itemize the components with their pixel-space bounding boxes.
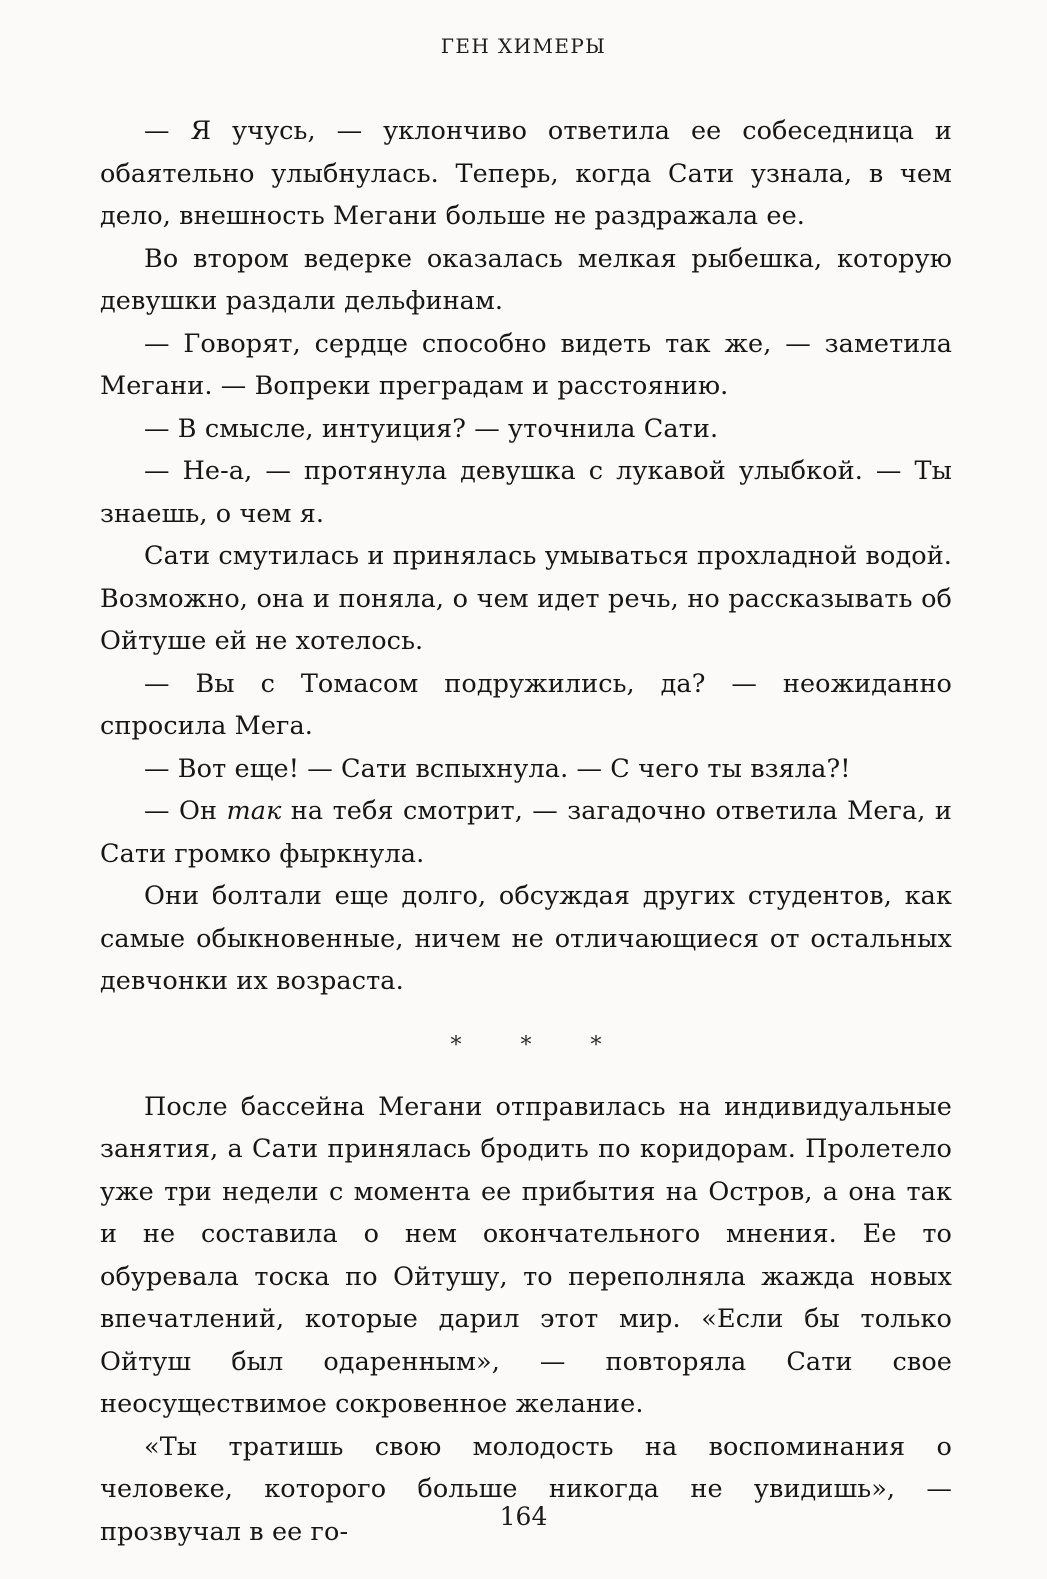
paragraph: После бассейна Мегани отправилась на индивидуальные занятия, а Сати принялась бродить по коридорам. Пролетело уже три недели с момента ее прибытия на Остров, а она так и не составила о нем окончательного мнения. Ее то обуревала тоска по Ойтушу, то переполняла жажда новых впечатлений, которые дарил этот мир. «Если бы только Ойтуш был одаренным», — повторяла Сати свое неосуществимое сокровенное желание.: [100, 1091, 952, 1419]
paragraph: — В смысле, интуиция? — уточнила Сати.: [144, 413, 719, 444]
paragraph: — Вот еще! — Сати вспыхнула. — С чего ты взяла?!: [144, 753, 851, 784]
paragraph: Они болтали еще долго, обсуждая других студентов, как самые обыкновенные, ничем не отличающиеся от остальных девчонки их возраста.: [100, 881, 952, 996]
emphasized-word: так: [226, 796, 282, 826]
paragraph: — Вы с Томасом подружились, да? — неожиданно спросила Мега.: [100, 668, 952, 741]
paragraph-text-after-emphasis: на тебя смотрит, — загадочно ответила Мега, и Сати громко фыркнула.: [100, 796, 952, 869]
paragraph: Сати смутилась и принялась умываться прохладной водой. Возможно, она и поняла, о чем идет речь, но рассказывать об Ойтуше ей не хотелось.: [100, 541, 953, 656]
paragraph: — Говорят, сердце способно видеть так же, — заметила Мегани. — Вопреки преградам и расстоянию.: [100, 328, 952, 401]
paragraph: — Я учусь, — уклончиво ответила ее собеседница и обаятельно улыбнулась. Теперь, когда Сати узнала, в чем дело, внешность Мегани больше не раздражала ее.: [100, 116, 952, 231]
paragraph: — Не-а, — протянула девушка с лукавой улыбкой. — Ты знаешь, о чем я.: [100, 456, 952, 529]
paragraph-with-emphasis: [100, 790, 952, 875]
paragraph: «Ты тратишь свою молодость на воспоминания о человеке, которого больше никогда не увидишь», — прозвучал в ее го-: [100, 1431, 952, 1547]
page-body: [100, 110, 952, 1553]
paragraph-text-before-emphasis: — Он: [144, 796, 227, 826]
scene-break-ornament: * * *: [450, 1032, 628, 1058]
paragraph: Во втором ведерке оказалась мелкая рыбешка, которую девушки раздали дельфинам.: [100, 243, 952, 316]
running-head: ГЕН ХИМЕРЫ: [440, 34, 607, 58]
page-number: 164: [499, 1502, 548, 1531]
